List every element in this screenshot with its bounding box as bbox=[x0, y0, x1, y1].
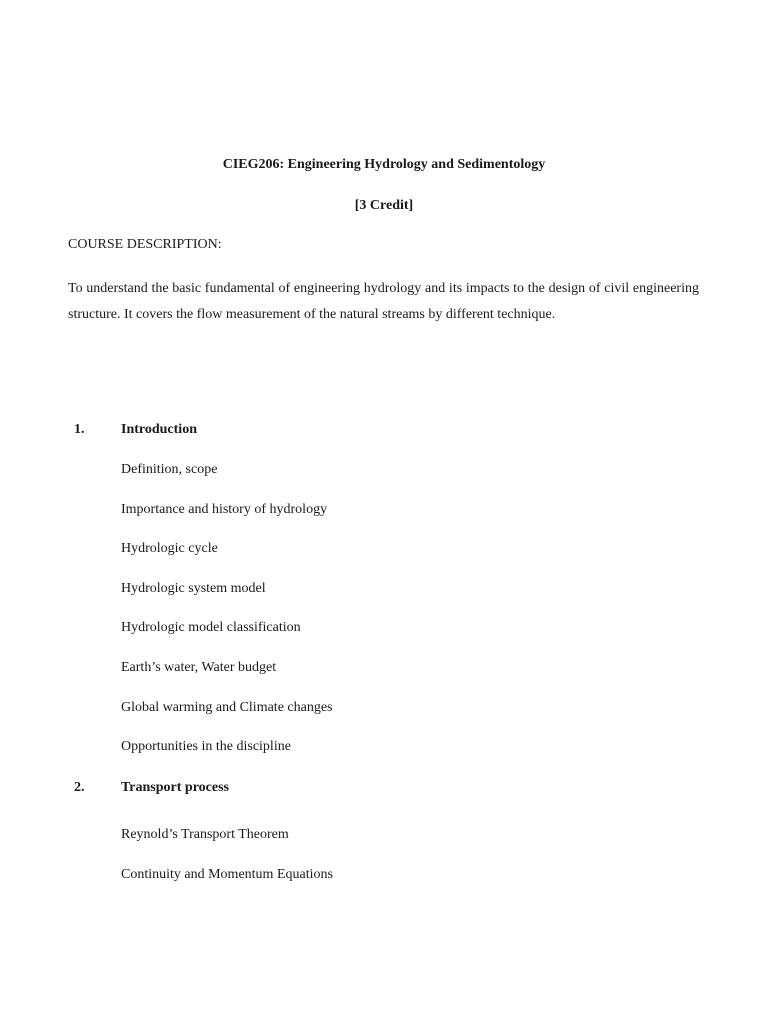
course-credit: [3 Credit] bbox=[354, 198, 414, 213]
list-item: Global warming and Climate changes bbox=[121, 700, 333, 715]
list-item: Hydrologic cycle bbox=[121, 541, 218, 556]
list-item: Continuity and Momentum Equations bbox=[121, 867, 333, 882]
list-item: Definition, scope bbox=[121, 462, 218, 477]
section-title: Introduction bbox=[121, 422, 197, 437]
section-number: 2. bbox=[74, 780, 85, 795]
course-description-heading: COURSE DESCRIPTION: bbox=[68, 237, 222, 252]
list-item: Importance and history of hydrology bbox=[121, 502, 328, 517]
course-title: CIEG206: Engineering Hydrology and Sedimentology bbox=[222, 157, 546, 172]
section-title: Transport process bbox=[121, 780, 229, 795]
list-item: Hydrologic model classification bbox=[121, 620, 301, 635]
list-item: Earth’s water, Water budget bbox=[121, 660, 277, 675]
course-description-text: To understand the basic fundamental of engineering hydrology and its impacts to the design of civil engineering structure. It covers the flow measurement of the natural streams by different technique. bbox=[68, 281, 699, 322]
list-item: Hydrologic system model bbox=[121, 581, 266, 596]
list-item: Opportunities in the discipline bbox=[121, 739, 291, 754]
list-item: Reynold’s Transport Theorem bbox=[121, 827, 289, 842]
section-number: 1. bbox=[74, 422, 85, 437]
